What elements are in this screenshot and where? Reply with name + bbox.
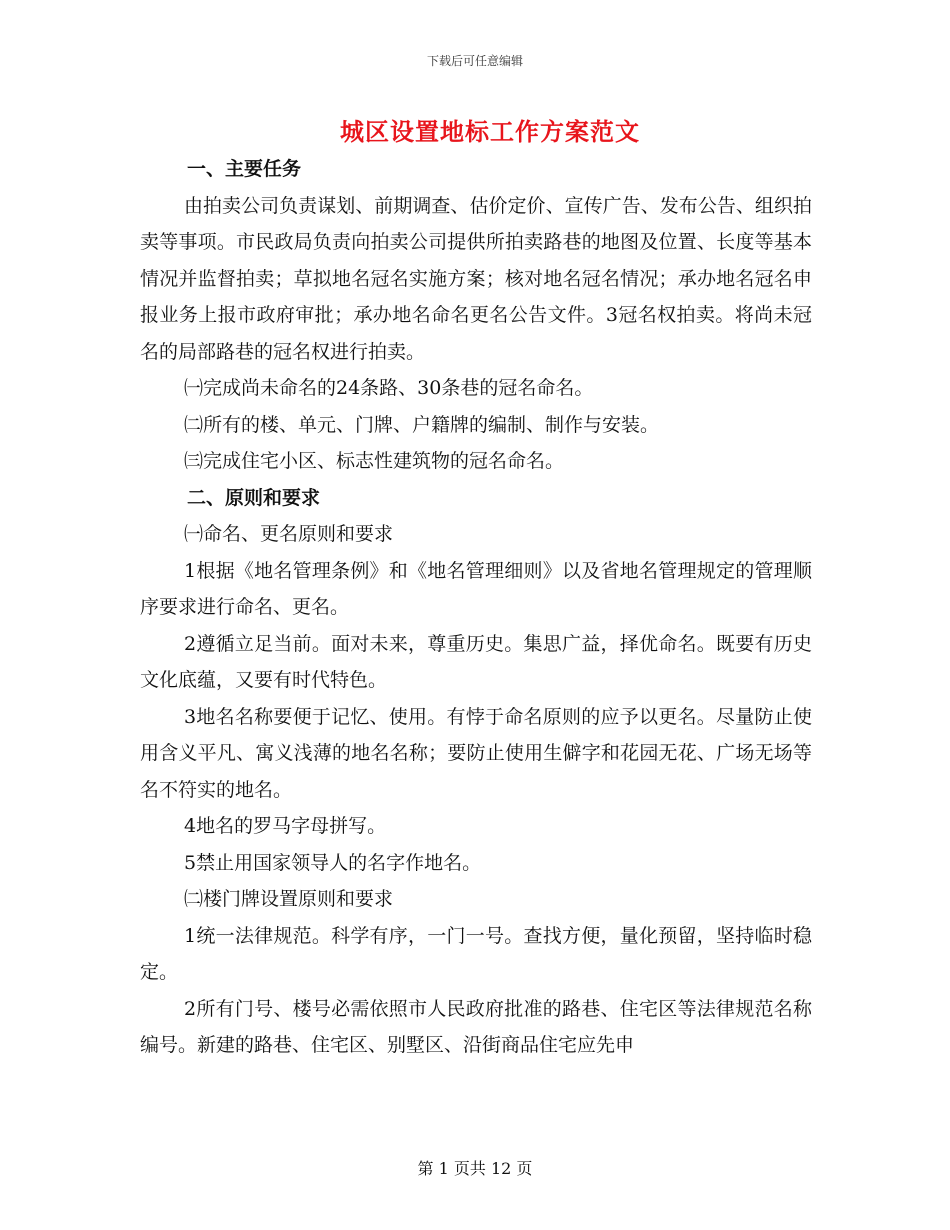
section-heading: 一、主要任务 <box>187 158 302 180</box>
paragraph: ㈠完成尚未命名的24条路、30条巷的冠名命名。 <box>184 377 594 399</box>
paragraph: 由拍卖公司负责谋划、前期调查、估价定价、宣传广告、发布公告、组织拍卖等事项。市民政局负责向拍卖公司提供所拍卖路巷的地图及位置、长度等基本情况并监督拍卖；草拟地名冠名实施方案；核对地名冠名情况；承办地名冠名申报业务上报市政府审批；承办地名命名更名公告文件。3冠名权拍卖。将尚未冠名的局部路巷的冠名权进行拍卖。 <box>140 194 812 363</box>
document-title: 城区设置地标工作方案范文 <box>340 117 640 146</box>
paragraph: 4地名的罗马字母拼写。 <box>184 815 387 837</box>
page-footer: 第 1 页共 12 页 <box>417 1159 533 1178</box>
document-body <box>140 151 812 1064</box>
section-heading: 二、原则和要求 <box>187 486 321 509</box>
paragraph: ㈡楼门牌设置原则和要求 <box>184 888 394 910</box>
paragraph: ㈡所有的楼、单元、门牌、户籍牌的编制、制作与安装。 <box>184 413 660 436</box>
paragraph: ㈠命名、更名原则和要求 <box>184 523 394 545</box>
paragraph: 3地名名称要便于记忆、使用。有悖于命名原则的应予以更名。尽量防止使用含义平凡、寓义浅薄的地名名称；要防止使用生僻字和花园无花、广场无场等名不符实的地名。 <box>140 705 812 801</box>
paragraph: 1根据《地名管理条例》和《地名管理细则》以及省地名管理规定的管理顺序要求进行命名、更名。 <box>140 559 812 618</box>
paragraph: 1统一法律规范。科学有序，一门一号。查找方便，量化预留，坚持临时稳定。 <box>140 924 812 983</box>
paragraph: ㈢完成住宅小区、标志性建筑物的冠名命名。 <box>184 450 565 472</box>
paragraph: 2所有门号、楼号必需依照市人民政府批准的路巷、住宅区等法律规范名称编号。新建的路巷、住宅区、别墅区、沿街商品住宅应先申 <box>140 997 812 1056</box>
page-header: 下载后可任意编辑 <box>426 54 523 68</box>
paragraph: 5禁止用国家领导人的名字作地名。 <box>184 851 482 874</box>
paragraph: 2遵循立足当前。面对未来，尊重历史。集思广益，择优命名。既要有历史文化底蕴，又要有时代特色。 <box>140 632 812 691</box>
